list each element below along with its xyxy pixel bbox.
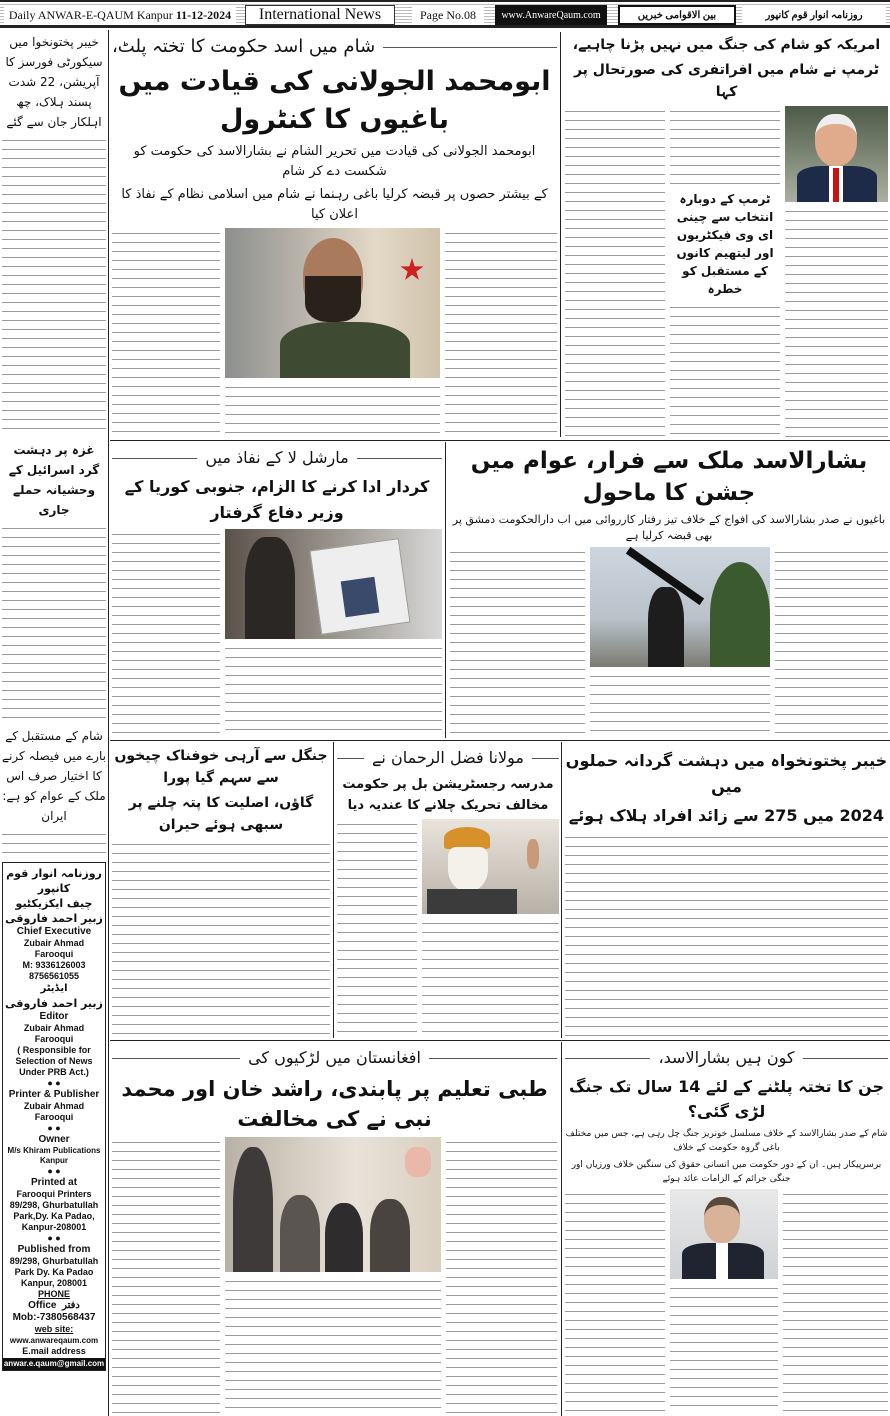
imprint-editor-urdu: ایڈیٹر (40, 983, 68, 994)
imprint-owner-name: M/s Khiram Publications Kanpur (7, 1146, 101, 1165)
afghan-story (112, 1045, 557, 1413)
imprint-ce-name: Zubair Ahmad Farooqui (23, 938, 85, 959)
assad-who-story (565, 1045, 888, 1413)
masthead-paper-date (4, 5, 236, 25)
trump-subheadline: ٹرمپ کے دوبارہ انتخاب سے چینی ای وی فیکٹریوں اور لیتھیم کانوں کے مستقبل کو خطرہ (676, 192, 774, 296)
left-story-3 (2, 726, 106, 858)
afghan-body-col-2 (225, 1276, 441, 1413)
fazl-kicker (337, 745, 559, 771)
imprint-mobile: M: 9336126003 (22, 960, 86, 970)
assad-flee-body-row (450, 547, 888, 737)
imprint-phone-label: PHONE (37, 1289, 70, 1299)
trump-story (565, 34, 888, 437)
column-divider (561, 742, 562, 1038)
lead-body-col-1 (112, 228, 220, 437)
column-divider (333, 742, 334, 1038)
assad-who-body-col-2 (670, 1283, 778, 1413)
imprint-ce-urdu: چیف ایکزیکٹیو (15, 897, 93, 910)
kp-headline-2: 2024 میں 275 سے زائد افراد ہلاک ہوئے (568, 806, 885, 825)
imprint-logo: روزنامہ انوار قوم کانپور (6, 867, 102, 895)
imprint-name-urdu: زبیر احمد فاروقی (5, 912, 103, 925)
left-story-2 (2, 440, 106, 722)
imprint-printed-at: Printed at (30, 1177, 78, 1188)
lead-body-col-4 (445, 228, 557, 437)
fazl-body-row (337, 819, 559, 1037)
jungle-headline-1: جنگل سے آرہی خوفناک چیخوں سے سہم گیا پورا (114, 748, 328, 786)
trump-body-col-2 (670, 106, 780, 186)
lead-body-row (112, 228, 557, 437)
imprint-editor: Editor (39, 1011, 69, 1022)
assad-flee-story (450, 445, 888, 737)
kp-story (565, 748, 888, 1037)
lead-kicker (112, 34, 557, 60)
jungle-body (112, 839, 330, 1037)
lead-headline: ابومحمد الجولانی کی قیادت میں باغیوں کا کنٹرول (118, 66, 551, 135)
fazl-body-col-1 (337, 819, 417, 1037)
korea-headline: کردار ادا کرنے کا الزام، جنوبی کوریا کے وزیر دفاع گرفتار (124, 477, 430, 522)
imprint-published-addr: 89/298, Ghurbatullah Park Dy. Ka Padao Kanpur, 208001 (9, 1256, 99, 1288)
fazl-headline: مدرسہ رجسٹریشن بل پر حکومت مخالف تحریک چلانے کا عندیہ دیا (342, 777, 554, 813)
trump-body-row (565, 106, 888, 437)
assad-who-body-row (565, 1189, 888, 1413)
fazl-story (337, 745, 559, 1037)
fazl-kicker-text: مولانا فضل الرحمان نے (372, 748, 524, 767)
trump-body-col-2b (670, 302, 780, 437)
assad-who-subhead-2: برسرپیکار ہیں۔ ان کے دور حکومت میں انسانی حقوق کی سنگین خلاف ورزیاں اور جنگی جرائم کے الزامات عائد ہوئے (571, 1160, 882, 1184)
assad-flee-body-col-1 (450, 547, 585, 737)
imprint-pp-name: Zubair Ahmad Farooqui (23, 1101, 85, 1122)
imprint-office: Office (28, 1300, 57, 1311)
website-badge: www.AnwareQaum.com (495, 5, 607, 25)
section-title: International News (245, 5, 395, 25)
imprint-office-urdu: دفتر (62, 1300, 80, 1311)
afghan-body-row (112, 1137, 557, 1413)
assad-flee-body-col-2 (590, 671, 770, 737)
assad-flee-body-col-3 (775, 547, 888, 737)
imprint-printed-addr: Farooqui Printers 89/298, Ghurbatullah Park,Dy. Ka Padao, Kanpur-208001 (9, 1189, 99, 1232)
left-story-3-body (2, 829, 106, 858)
trump-headline-1: امریکہ کو شام کی جنگ میں نہیں پڑنا چاہیے، (572, 37, 881, 53)
column-divider (561, 1042, 562, 1416)
assad-who-kicker-text: کون ہیں بشارالاسد، (658, 1048, 795, 1067)
trump-body-col-1 (565, 106, 665, 437)
lead-photo-jolani (225, 228, 440, 378)
imprint-printer-publisher: Printer & Publisher (8, 1089, 100, 1100)
separator-dots: ● ● (47, 1166, 61, 1176)
paper-logo-urdu: روزنامہ انوار قوم کانپور (742, 5, 886, 25)
lead-body-bottom (225, 382, 440, 437)
assad-who-headline: جن کا تختہ پلٹنے کے لئے 14 سال تک جنگ لڑی گئی؟ (568, 1077, 885, 1121)
section-title-urdu: بین الاقوامی خبریں (618, 5, 736, 25)
lead-kicker-text: شام میں اسد حکومت کا تختہ پلٹ، (112, 36, 376, 57)
imprint-web-label: web site: (34, 1324, 74, 1334)
jungle-headline-2: گاؤں، اصلیت کا پتہ چلنے پر سبھی ہوئے حیران (128, 795, 314, 833)
korea-story (112, 445, 442, 737)
trump-photo (785, 106, 888, 202)
assad-who-subhead-1: شام کے صدر بشارالاسد کے خلاف مسلسل خونریز جنگ چل رہی ہے، جس میں مختلف باغی گروہ حکومت کے خلاف (565, 1129, 888, 1153)
assad-who-body-col-1 (565, 1189, 665, 1413)
assad-flee-headline: بشارالاسد ملک سے فرار، عوام میں جشن کا ماحول (470, 448, 868, 506)
separator-dots: ● ● (47, 1123, 61, 1133)
section-rule (110, 740, 890, 741)
lead-subhead-2: کے بیشتر حصوں پر قبضہ کرلیا باغی رہنما نے شام میں اسلامی نظام کے نفاذ کا اعلان کیا (121, 187, 548, 222)
imprint-ce: Chief Executive (16, 926, 92, 937)
fazl-body-col-2 (422, 918, 559, 1037)
korea-photo (225, 529, 442, 639)
left-story-1 (2, 32, 106, 436)
trump-body-col-3 (785, 206, 888, 437)
korea-kicker (112, 445, 442, 471)
left-story-2-headline: غزہ پر دہشت گرد اسرائیل کے وحشیانہ حملے جاری (8, 443, 100, 517)
lead-subhead-1: ابومحمد الجولانی کی قیادت میں تحریر الشام نے بشارالاسد کی حکومت کو شکست دے کر شام (133, 144, 536, 179)
page-number: Page No.08 (412, 5, 484, 25)
left-story-1-headline: خیبر پختونخوا میں سیکورٹی فورسز کا آپریشن، 22 شدت پسند ہلاک، چھ اہلکار جان سے گئے (5, 35, 103, 129)
kp-headline-1: خیبر پختونخواہ میں دہشت گردانہ حملوں میں (565, 751, 888, 796)
imprint-owner: Owner (38, 1134, 70, 1145)
issue-date: 11-12-2024 (175, 7, 232, 22)
afghan-body-col-1 (112, 1137, 220, 1413)
separator-dots: ● ● (47, 1233, 61, 1243)
column-divider (560, 32, 561, 437)
paper-name: Daily ANWAR-E-QAUM Kanpur (8, 7, 173, 22)
separator-dots: ● ● (47, 1078, 61, 1088)
korea-body-bottom (225, 643, 442, 737)
imprint-email-label: E.mail address (22, 1346, 86, 1356)
lead-story (112, 34, 557, 437)
afghan-kicker-text: افغانستان میں لڑکیوں کی (248, 1048, 421, 1067)
column-divider (445, 442, 446, 738)
afghan-kicker (112, 1045, 557, 1071)
imprint-published-from: Published from (17, 1244, 91, 1255)
imprint-editor-name: Zubair Ahmad Farooqui (23, 1023, 85, 1044)
section-rule (110, 1040, 890, 1041)
assad-who-body-col-3 (783, 1189, 888, 1413)
assad-flee-photo-fighter (590, 547, 770, 667)
masthead (0, 0, 890, 28)
fazl-photo (422, 819, 559, 914)
kp-body (565, 832, 888, 1037)
imprint-web[interactable]: www.anwareqaum.com (9, 1336, 99, 1345)
section-rule (110, 440, 890, 441)
imprint-box (2, 862, 106, 1371)
assad-who-kicker (565, 1045, 888, 1071)
afghan-body-col-3 (446, 1137, 557, 1413)
column-divider (108, 30, 109, 1416)
jungle-story (112, 745, 330, 1037)
assad-who-photo (670, 1189, 778, 1279)
assad-flee-subhead: باغیوں نے صدر بشارالاسد کی افواج کے خلاف تیز رفتار کارروائی میں اب دارالحکومت دمشق پر بھی قبضہ کرلیا ہے (452, 513, 886, 542)
left-story-3-headline: شام کے مستقبل کے بارے میں فیصلہ کرنے کا اختیار صرف اس ملک کے عوام کو ہے: ایران (2, 729, 106, 823)
afghan-photo (225, 1137, 441, 1272)
imprint-editor-name-urdu: زبیر احمد فاروقی (5, 997, 103, 1010)
imprint-email[interactable]: anwar.e.qaum@gmail.com (3, 1359, 105, 1368)
korea-body-col-1 (112, 529, 220, 737)
korea-kicker-text: مارشل لا کے نفاذ میں (205, 448, 349, 467)
imprint-editor-note: ( Responsible for Selection of News Under PRB Act.) (15, 1045, 93, 1077)
left-story-2-body (2, 523, 106, 722)
left-story-1-body (2, 135, 106, 436)
afghan-headline: طبی تعلیم پر پابندی، راشد خان اور محمد نبی نے کی مخالفت (121, 1077, 548, 1131)
korea-body-row (112, 529, 442, 737)
trump-headline-2: ٹرمپ نے شام میں افراتفری کی صورتحال پر کہا (573, 62, 880, 100)
imprint-mobile2: 8756561055 (28, 971, 80, 981)
imprint-mob: Mob:-7380568437 (12, 1312, 96, 1323)
